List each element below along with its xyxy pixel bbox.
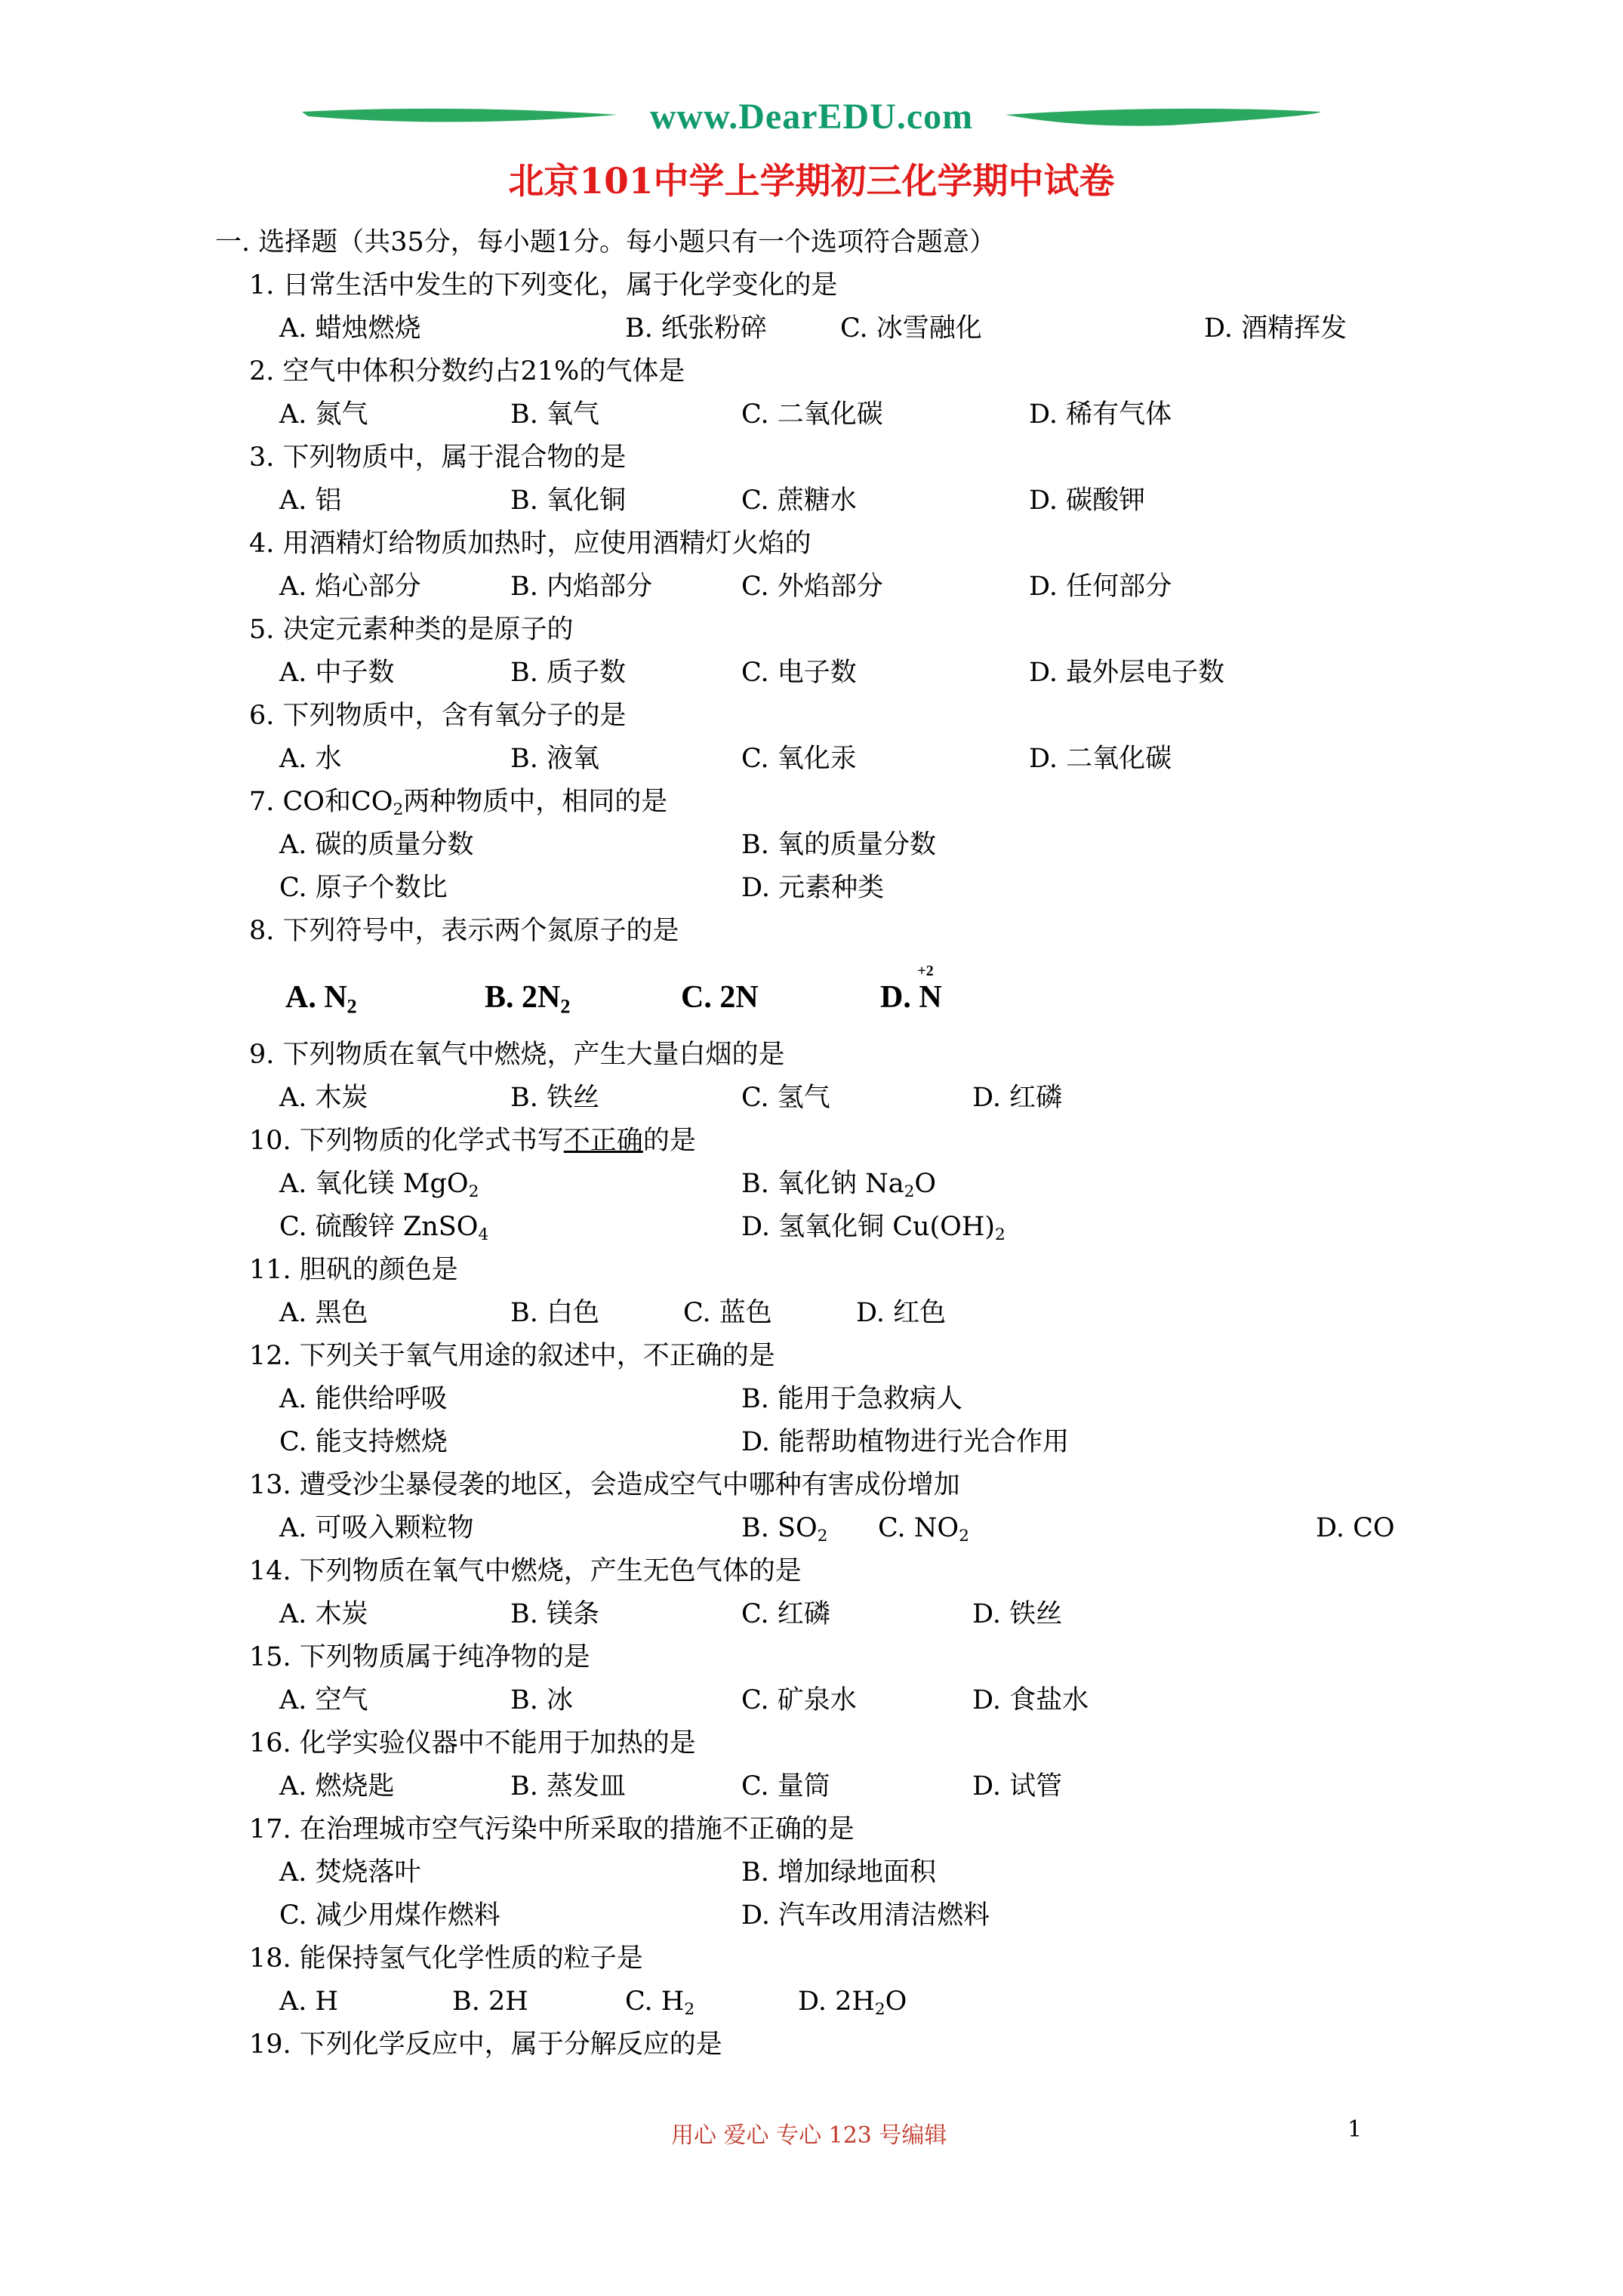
option-a: A. 蜡烛燃烧 <box>279 313 421 344</box>
question-stem: 17. 在治理城市空气污染中所采取的措施不正确的是 <box>249 1814 855 1845</box>
option-b: B. 氧气 <box>510 399 599 430</box>
question-stem: 5. 决定元素种类的是原子的 <box>249 615 574 645</box>
option-c: C. 2N <box>681 980 759 1015</box>
page-title: 北京101中学上学期初三化学期中试卷 <box>508 161 1115 202</box>
option-b: B. 增加绿地面积 <box>741 1857 936 1888</box>
option-d: D. 任何部分 <box>1029 572 1172 602</box>
question-stem: 12. 下列关于氧气用途的叙述中，不正确的是 <box>249 1341 775 1371</box>
banner-text[interactable]: www.DearEDU.com <box>649 97 974 137</box>
option-b: B. 冰 <box>510 1685 573 1715</box>
question-stem: 3. 下列物质中，属于混合物的是 <box>249 442 627 473</box>
option-a: A. 铝 <box>279 485 342 516</box>
option-a: A. 燃烧匙 <box>279 1771 395 1801</box>
option-c: C. 外焰部分 <box>741 572 883 602</box>
option-a: A. 焚烧落叶 <box>279 1857 421 1888</box>
question-stem: 15. 下列物质属于纯净物的是 <box>249 1642 590 1672</box>
option-a: A. $N_2$ <box>285 980 357 1018</box>
option-d: D. 铁丝 <box>972 1599 1063 1629</box>
question-stem: 13. 遭受沙尘暴侵袭的地区，会造成空气中哪种有害成份增加 <box>249 1470 960 1500</box>
valence-sup: +2 <box>917 963 934 979</box>
question-stem: 8. 下列符号中，表示两个氮原子的是 <box>249 916 679 946</box>
option-c: C. 硫酸锌 ZnSO$_4$ <box>279 1212 489 1245</box>
option-b: B. 氧的质量分数 <box>741 830 936 860</box>
option-a: A. 氧化镁 MgO$_2$ <box>279 1169 479 1202</box>
option-b: B. 能用于急救病人 <box>741 1384 962 1414</box>
option-b: B. $SO_2$ <box>741 1513 828 1546</box>
option-c: C. 蓝色 <box>683 1298 772 1328</box>
option-b: B. 镁条 <box>510 1599 599 1629</box>
option-b: B. 氧化钠 $Na_2O$ <box>741 1169 937 1202</box>
option-a: A. 能供给呼吸 <box>279 1384 448 1414</box>
option-b: B. $2N_2$ <box>485 980 571 1018</box>
option-d: D. 二氧化碳 <box>1029 744 1172 774</box>
option-a: A. 空气 <box>279 1685 368 1715</box>
option-d: D. 稀有气体 <box>1029 399 1172 430</box>
option-d: D. 食盐水 <box>972 1685 1089 1715</box>
footer-text: 用心 爱心 专心 123 号编辑 <box>671 2122 947 2149</box>
question-stem: 10. 下列物质的化学式书写不正确的是 <box>249 1126 696 1156</box>
section-heading: 一. 选择题（共35分，每小题1分。每小题只有一个选项符合题意） <box>215 227 996 257</box>
option-c: C. 电子数 <box>741 658 857 688</box>
option-c: C. 减少用煤作燃料 <box>279 1900 500 1931</box>
option-c: C. 量筒 <box>741 1771 830 1801</box>
option-c: C. 冰雪融化 <box>840 313 982 344</box>
question-stem: 2. 空气中体积分数约占21%的气体是 <box>249 356 685 387</box>
option-d: D. 红色 <box>856 1298 947 1328</box>
question-stem: 11. 胆矾的颜色是 <box>249 1255 458 1285</box>
question-stem: 18. 能保持氢气化学性质的粒子是 <box>249 1943 643 1974</box>
question-stem: 9. 下列物质在氧气中燃烧，产生大量白烟的是 <box>249 1040 785 1070</box>
option-d: D. 红磷 <box>972 1083 1063 1113</box>
option-d: D. $2H_2O$ <box>798 1986 907 2020</box>
question-stem: 7. CO和$CO_2$两种物质中，相同的是 <box>249 787 668 820</box>
option-d: D. 最外层电子数 <box>1029 658 1225 688</box>
option-c: C. 红磷 <box>741 1599 830 1629</box>
question-stem: 14. 下列物质在氧气中燃烧，产生无色气体的是 <box>249 1556 802 1586</box>
option-c: C. 氢气 <box>741 1083 830 1113</box>
option-c: C. 矿泉水 <box>741 1685 857 1715</box>
option-c: C. 能支持燃烧 <box>279 1427 448 1457</box>
option-d: D. 酒精挥发 <box>1204 313 1347 344</box>
option-b: B. 氧化铜 <box>510 485 626 516</box>
option-d: D. CO <box>1316 1513 1395 1543</box>
question-stem: 4. 用酒精灯给物质加热时，应使用酒精灯火焰的 <box>249 529 812 559</box>
option-b: B. 液氧 <box>510 744 599 774</box>
option-a: A. 中子数 <box>279 658 395 688</box>
option-a: A. 碳的质量分数 <box>279 830 474 860</box>
question-stem: 6. 下列物质中，含有氧分子的是 <box>249 701 627 731</box>
option-d: D. 试管 <box>972 1771 1063 1801</box>
option-b: B. 内焰部分 <box>510 572 652 602</box>
question-stem: 1. 日常生活中发生的下列变化，属于化学变化的是 <box>249 270 838 300</box>
question-stem: 16. 化学实验仪器中不能用于加热的是 <box>249 1728 696 1758</box>
option-a: A. 氮气 <box>279 399 368 430</box>
option-b: B. 铁丝 <box>510 1083 599 1113</box>
option-a: A. 黑色 <box>279 1298 368 1328</box>
option-d: D. 碳酸钾 <box>1029 485 1146 516</box>
option-c: C. 氧化汞 <box>741 744 857 774</box>
option-d: D. 汽车改用清洁燃料 <box>741 1900 990 1931</box>
option-a: A. 木炭 <box>279 1083 368 1113</box>
option-b: B. 白色 <box>510 1298 599 1328</box>
option-c: C. 蔗糖水 <box>741 485 857 516</box>
option-b: B. 纸张粉碎 <box>625 313 767 344</box>
option-a: A. 可吸入颗粒物 <box>279 1513 474 1543</box>
option-b: B. 质子数 <box>510 658 626 688</box>
option-b: B. 2H <box>452 1986 528 2017</box>
option-d: D. +2 N <box>880 963 942 1015</box>
option-a: A. 木炭 <box>279 1599 368 1629</box>
option-a: A. H <box>279 1986 339 2017</box>
option-c: C. $H_2$ <box>625 1986 695 2020</box>
option-c: C. 二氧化碳 <box>741 399 883 430</box>
option-d: D. 氢氧化铜 $Cu(OH)_2$ <box>741 1212 1006 1245</box>
option-a: A. 水 <box>279 744 342 774</box>
option-c: C. $NO_2$ <box>878 1513 969 1546</box>
page-number: 1 <box>1347 2116 1363 2143</box>
option-b: B. 蒸发皿 <box>510 1771 626 1801</box>
option-c: C. 原子个数比 <box>279 873 448 903</box>
option-a: A. 焰心部分 <box>279 572 421 602</box>
question-stem: 19. 下列化学反应中，属于分解反应的是 <box>249 2029 722 2060</box>
option-d: D. 元素种类 <box>741 873 885 903</box>
option-d: D. 能帮助植物进行光合作用 <box>741 1427 1070 1457</box>
